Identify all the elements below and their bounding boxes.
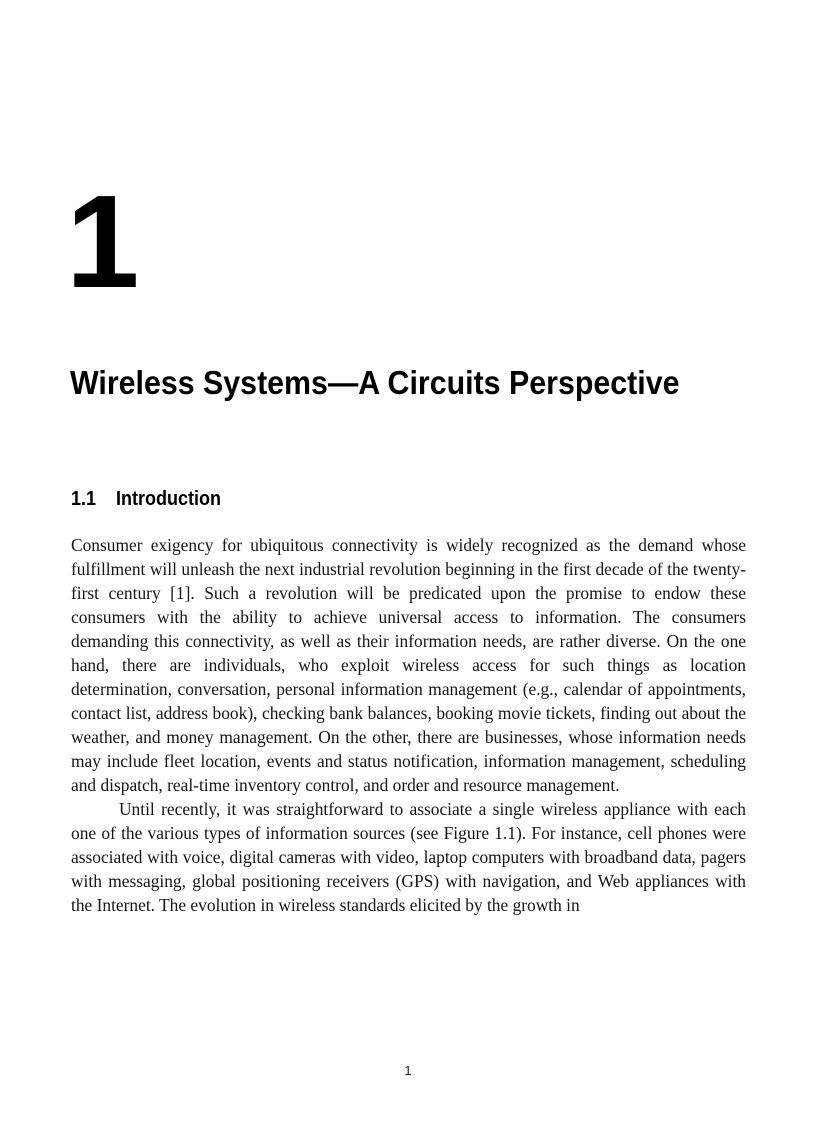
chapter-number: 1 (66, 168, 138, 315)
chapter-title: Wireless Systems—A Circuits Perspective (70, 364, 680, 401)
page-number: 1 (404, 1063, 412, 1078)
paragraph-1: Consumer exigency for ubiquitous connectivity is widely recognized as the demand whose fulfillment will unleash the next industrial revolution beginning in the first decade of the twenty-first century [1]. Such a revolution will be predicated upon the promise to endow these consumers with the ability to achieve universal access to information. The consumers demanding this connectivity, as well as their information needs, are rather diverse. On the one hand, there are individuals, who exploit wireless access for such things as location determination, conversation, personal information management (e.g., calendar of appointments, contact list, address book), checking bank balances, booking movie tickets, finding out about the weather, and money management. On the other, there are businesses, whose information needs may include fleet location, events and status notification, information management, scheduling and dispatch, real-time inventory control, and order and resource management. (71, 535, 746, 795)
section-number: 1.1 (71, 488, 97, 510)
paragraph-2: Until recently, it was straightforward to associate a single wireless appliance with each one of the various types of information sources (see Figure 1.1). For instance, cell phones were associated with voice, digital cameras with video, laptop computers with broadband data, pagers with messaging, global positioning receivers (GPS) with navigation, and Web appliances with the Internet. The evolution in wireless standards elicited by the growth in (71, 799, 746, 915)
body-text (71, 533, 746, 917)
section-heading (71, 486, 221, 512)
section-title: Introduction (116, 488, 221, 510)
